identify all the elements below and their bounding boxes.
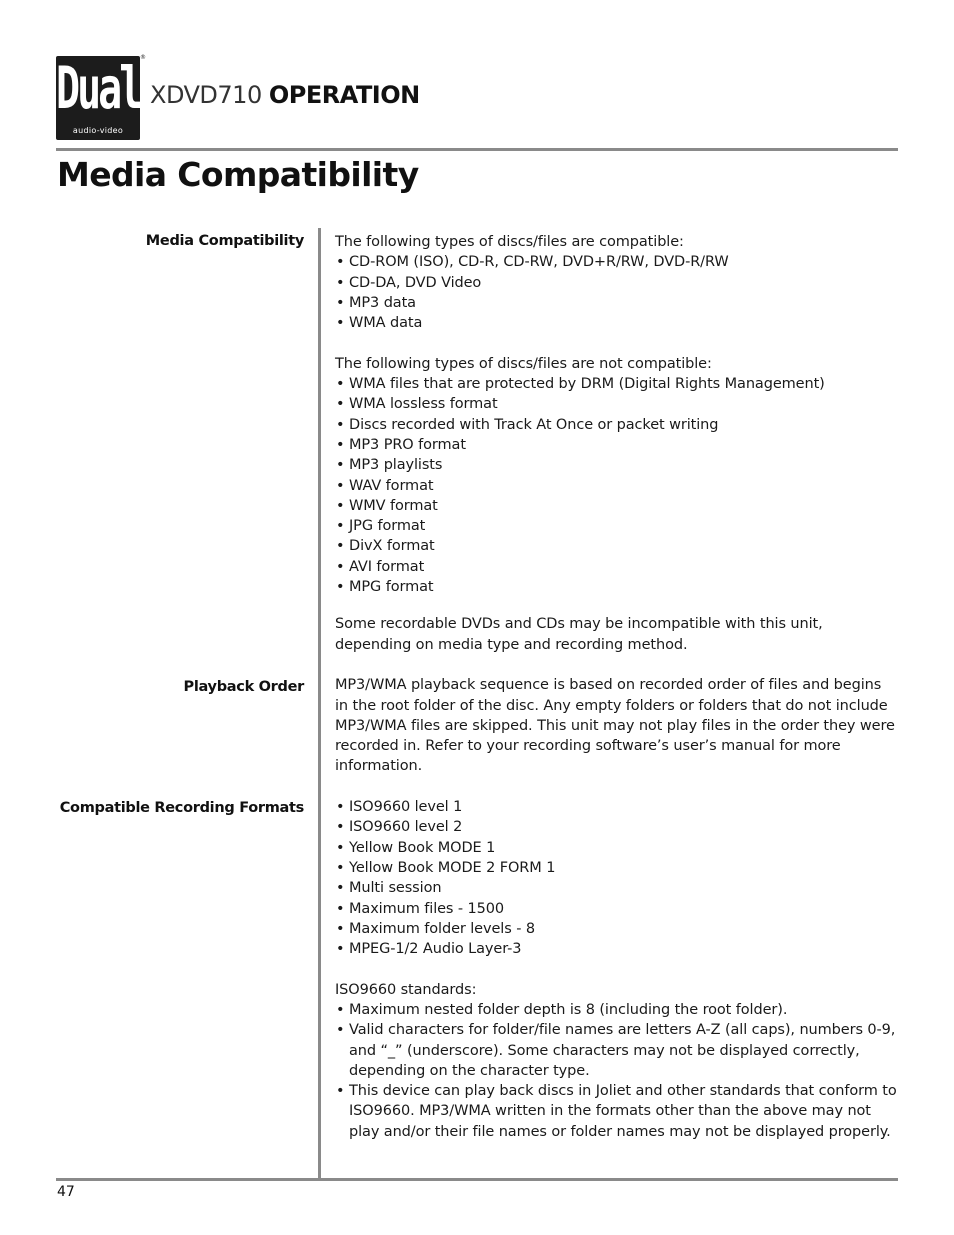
- section-label-media: Media Compatibility: [145, 233, 304, 249]
- list-item: • CD-DA, DVD Video: [335, 273, 897, 293]
- list-item: • This device can play back discs in Joliet and other standards that conform to ISO9660. MP3/WMA written in the formats other than the above may not play and/or their file names or folder names may not be displayed properly.: [335, 1081, 897, 1142]
- list-item: • WMA files that are protected by DRM (Digital Rights Management): [335, 374, 897, 394]
- registered-mark: ®: [140, 54, 146, 61]
- list-item: • ISO9660 level 1: [335, 797, 897, 817]
- list-item: • MP3 playlists: [335, 455, 897, 475]
- list-item: • Multi session: [335, 878, 897, 898]
- list-item: • MP3 data: [335, 293, 897, 313]
- list-item: • WAV format: [335, 476, 897, 496]
- page-number: 47: [57, 1184, 75, 1200]
- model-name: XDVD710: [150, 81, 262, 109]
- list-item: • Maximum files - 1500: [335, 899, 897, 919]
- list-item: • MPEG-1/2 Audio Layer-3: [335, 939, 897, 959]
- column-divider: [318, 228, 321, 1179]
- header-title: [150, 81, 420, 109]
- list-item: • Discs recorded with Track At Once or packet writing: [335, 415, 897, 435]
- footer-divider: [56, 1178, 898, 1181]
- section-name: OPERATION: [268, 81, 420, 109]
- list-item: • ISO9660 level 2: [335, 817, 897, 837]
- list-item: • Yellow Book MODE 2 FORM 1: [335, 858, 897, 878]
- incompatible-intro: The following types of discs/files are not compatible:: [335, 355, 712, 372]
- logo-wordmark: Dual: [56, 55, 141, 123]
- list-item: • AVI format: [335, 557, 897, 577]
- list-item: • MP3 PRO format: [335, 435, 897, 455]
- logo-tagline: audio-video: [72, 126, 124, 135]
- list-item: • JPG format: [335, 516, 897, 536]
- list-item: • Maximum nested folder depth is 8 (including the root folder).: [335, 1000, 897, 1020]
- playback-order-text: MP3/WMA playback sequence is based on recorded order of files and begins in the root folder of the disc. Any empty folders or folders that do not include MP3/WMA files are skipped. This unit may not play files in the order they were recorded in. Refer to your recording software’s user’s manual for more information.: [335, 677, 895, 775]
- list-item: • WMA data: [335, 313, 897, 333]
- list-item: • Valid characters for folder/file names are letters A-Z (all caps), numbers 0-9, and “_” (underscore). Some characters may not be displayed correctly, depending on the character type.: [335, 1020, 897, 1081]
- list-item: • DivX format: [335, 536, 897, 556]
- header-divider: [56, 148, 898, 151]
- compatible-list: [335, 252, 897, 333]
- list-item: • Yellow Book MODE 1: [335, 838, 897, 858]
- page-title: Media Compatibility: [57, 155, 419, 194]
- list-item: • WMV format: [335, 496, 897, 516]
- compatibility-note: Some recordable DVDs and CDs may be incompatible with this unit, depending on media type and recording method.: [335, 616, 823, 653]
- list-item: • CD-ROM (ISO), CD-R, CD-RW, DVD+R/RW, DVD-R/RW: [335, 252, 897, 272]
- standards-intro: ISO9660 standards:: [335, 981, 477, 998]
- incompatible-list: [335, 374, 897, 597]
- list-item: • WMA lossless format: [335, 394, 897, 414]
- list-item: • MPG format: [335, 577, 897, 597]
- section-label-playback: Playback Order: [183, 679, 304, 695]
- standards-list: [335, 1000, 897, 1142]
- brand-logo: [56, 56, 140, 140]
- recording-formats-list: [335, 797, 897, 959]
- content-column: [335, 232, 897, 1142]
- list-item: • Maximum folder levels - 8: [335, 919, 897, 939]
- section-label-formats: Compatible Recording Formats: [59, 800, 304, 816]
- compatible-intro: The following types of discs/files are compatible:: [335, 234, 684, 250]
